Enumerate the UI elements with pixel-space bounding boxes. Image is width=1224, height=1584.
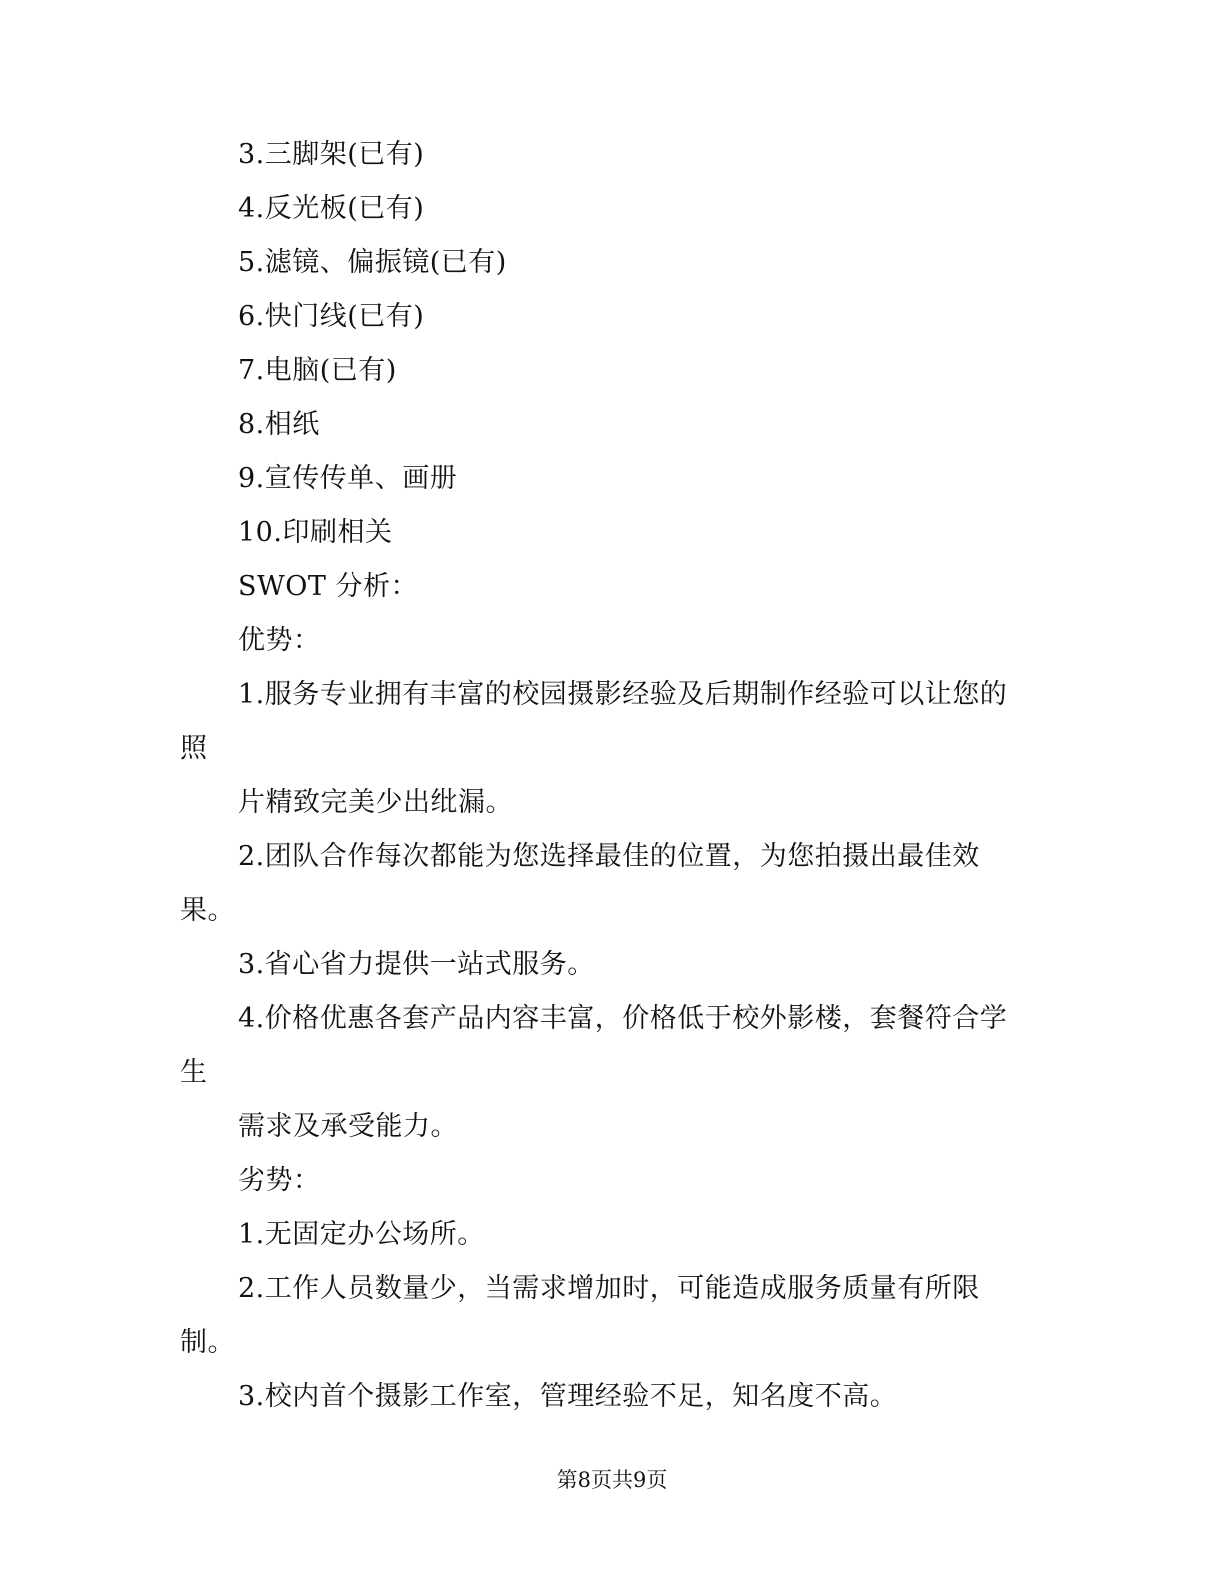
weaknesses-heading: 劣势： <box>238 1165 321 1196</box>
strength-item-4: 4.价格优惠各套产品内容丰富，价格低于校外影楼，套餐符合学 <box>238 1003 1008 1034</box>
weakness-item-1: 1.无固定办公场所。 <box>238 1219 485 1250</box>
equipment-item-filters: 5.滤镜、偏振镜(已有) <box>238 247 507 278</box>
strength-item-1: 1.服务专业拥有丰富的校园摄影经验及后期制作经验可以让您的 <box>238 679 1008 710</box>
weakness-item-3: 3.校内首个摄影工作室，管理经验不足，知名度不高。 <box>238 1381 898 1412</box>
page-number-footer: 第8页共9页 <box>556 1468 668 1492</box>
weakness-item-2: 2.工作人员数量少，当需求增加时，可能造成服务质量有所限 <box>238 1273 980 1304</box>
strength-item-1-wrap: 照 <box>180 733 208 764</box>
equipment-item-reflector: 4.反光板(已有) <box>238 193 425 224</box>
weakness-item-2-wrap: 制。 <box>180 1327 235 1358</box>
strength-item-4-continued: 需求及承受能力。 <box>238 1111 458 1142</box>
swot-heading: SWOT 分析： <box>238 571 418 602</box>
equipment-item-flyers: 9.宣传传单、画册 <box>238 463 458 494</box>
strength-item-2: 2.团队合作每次都能为您选择最佳的位置，为您拍摄出最佳效 <box>238 841 980 872</box>
equipment-item-printing: 10.印刷相关 <box>238 517 393 548</box>
equipment-item-computer: 7.电脑(已有) <box>238 355 397 386</box>
strength-item-1-continued: 片精致完美少出纰漏。 <box>238 787 513 818</box>
strengths-heading: 优势： <box>238 625 321 656</box>
strength-item-2-wrap: 果。 <box>180 895 235 926</box>
strength-item-4-wrap: 生 <box>180 1057 208 1088</box>
strength-item-3: 3.省心省力提供一站式服务。 <box>238 949 595 980</box>
equipment-item-shutter-cable: 6.快门线(已有) <box>238 301 425 332</box>
equipment-item-tripod: 3.三脚架(已有) <box>238 139 425 170</box>
equipment-item-photo-paper: 8.相纸 <box>238 409 320 440</box>
